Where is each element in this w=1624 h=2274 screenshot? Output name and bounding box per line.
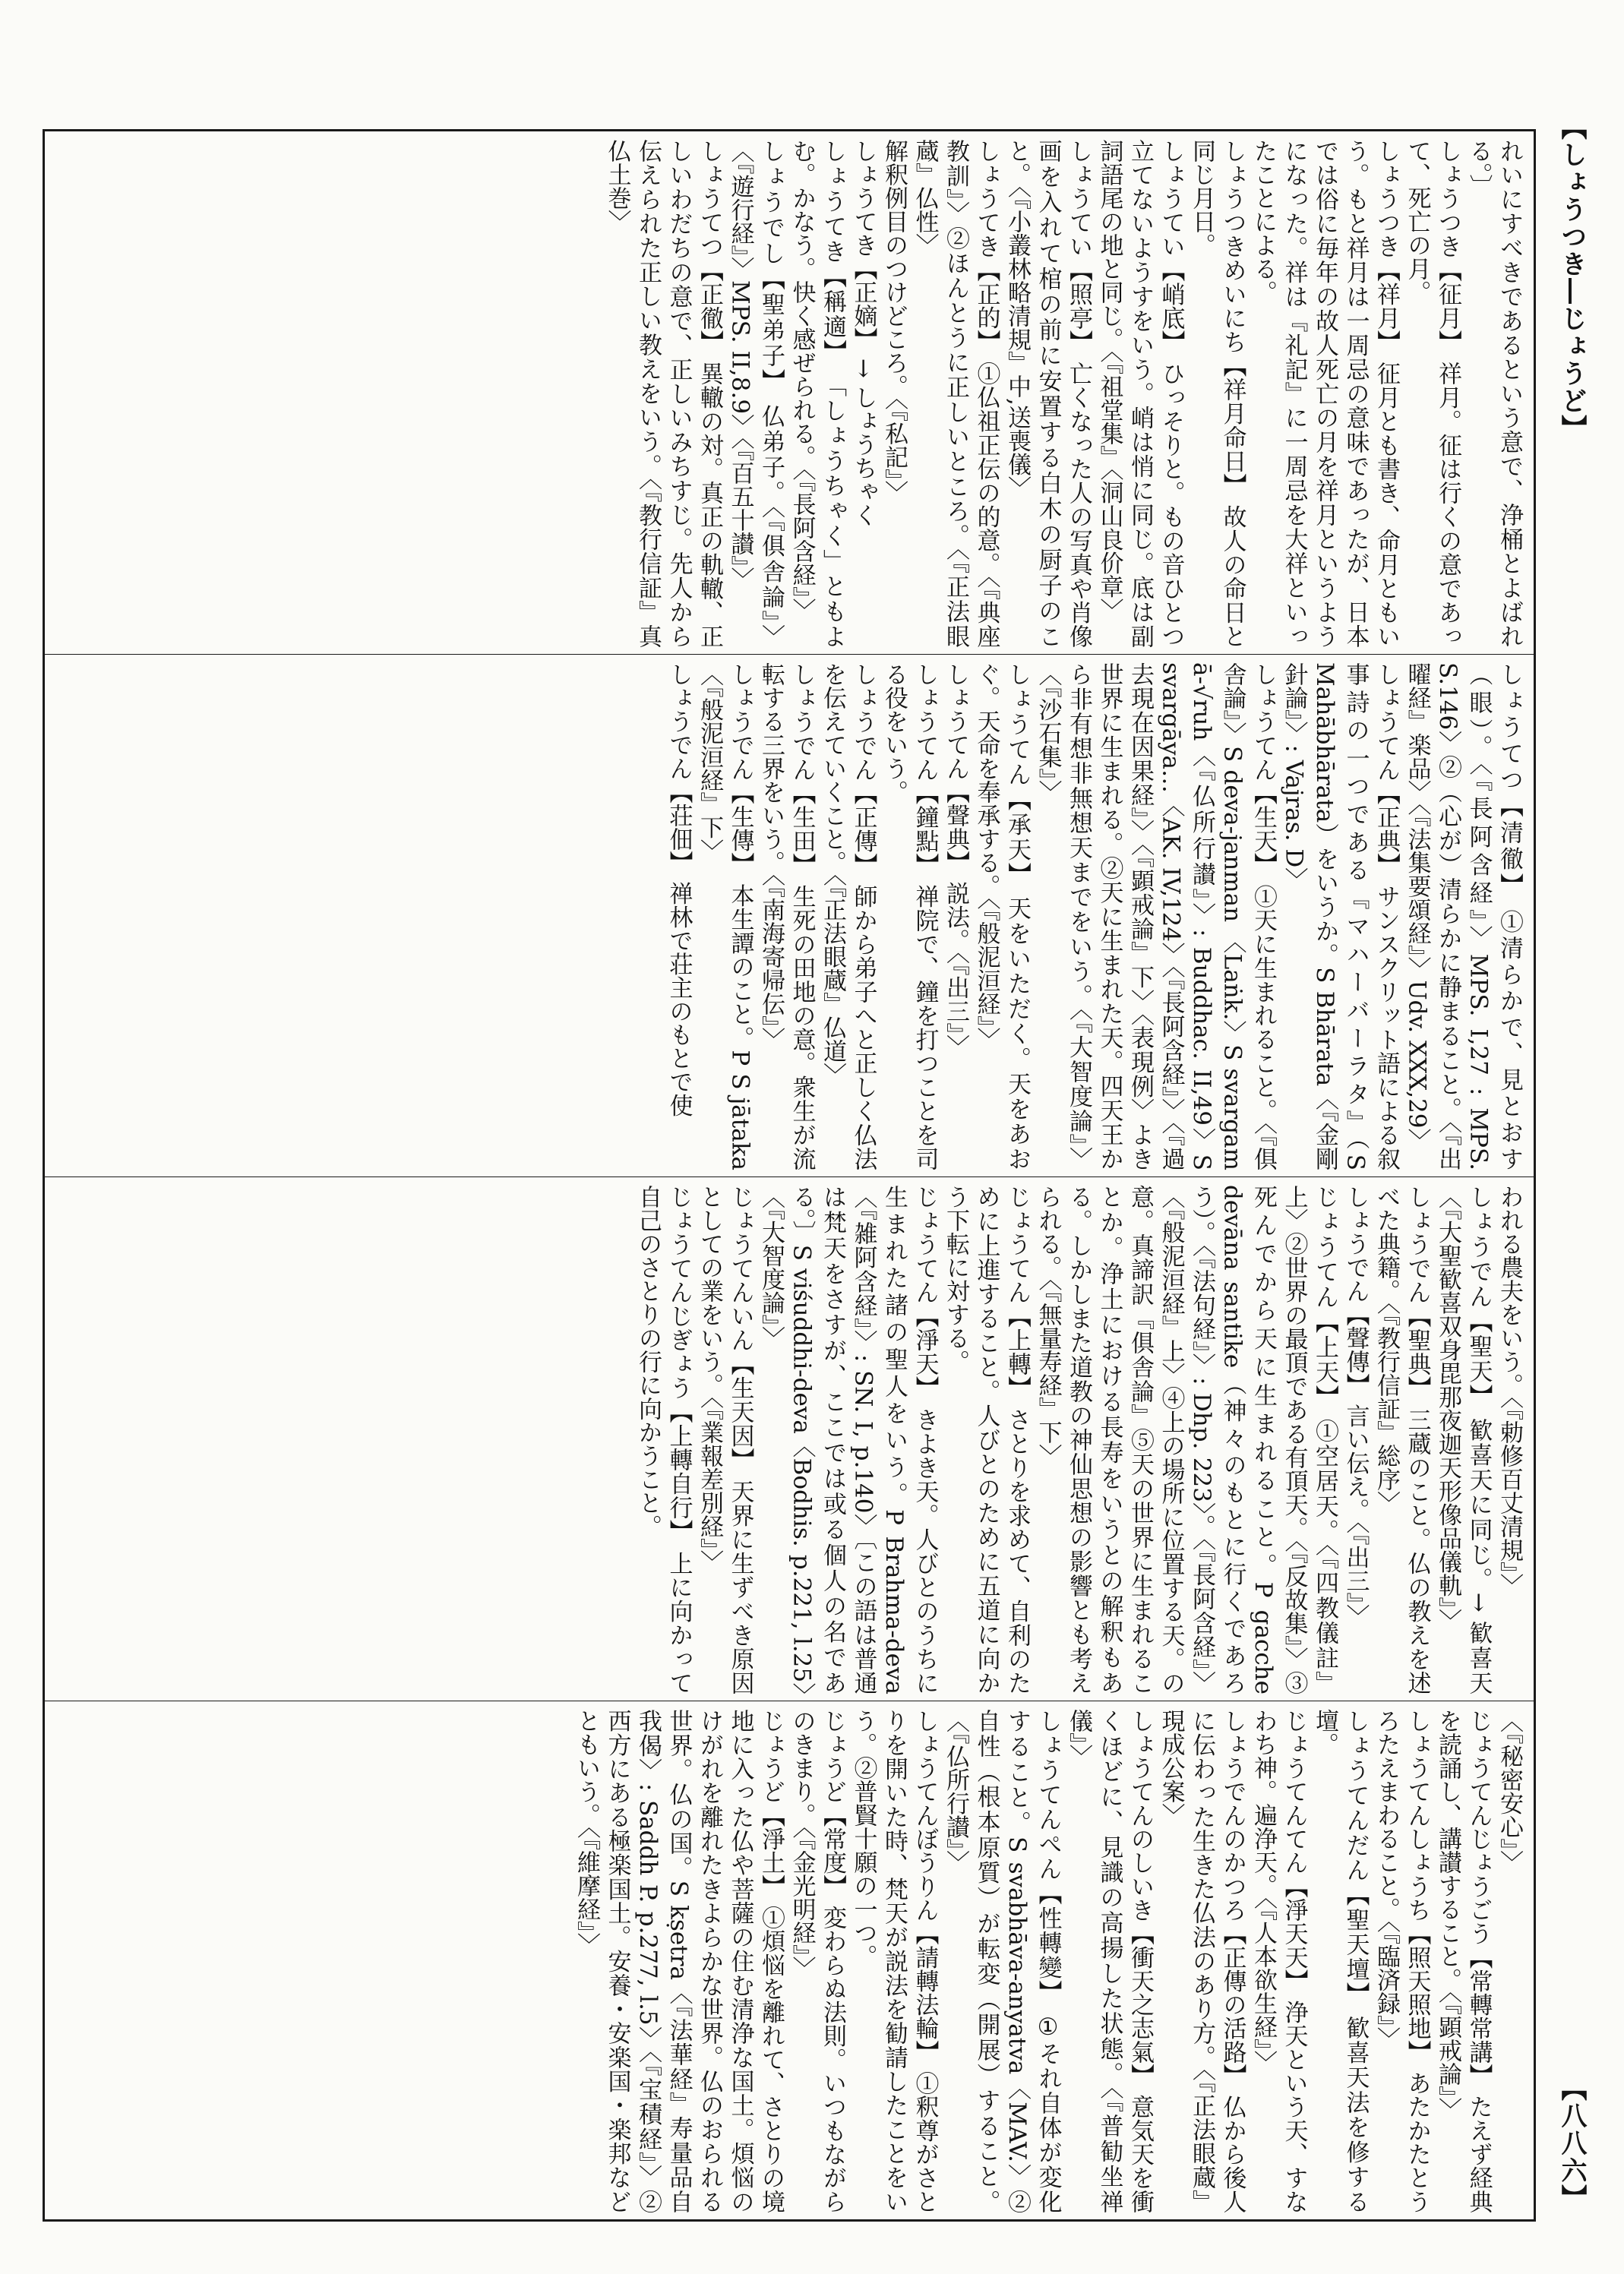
entry: しょうてん【正典】 サンスクリット語による叙事詩の一つである『マハーバーラタ』（S Mahābhārata）をいうか。S Bhārata〈『金剛針論』〉: Vajras. D〉 (1280, 662, 1400, 1170)
entry: しょうでし【聖弟子】 仏弟子。〈『俱舎論』〉〈『遊行経』〉MPS. II,8.9〉〈『百五十讃』〉 (726, 139, 785, 648)
entry: しょうてい【照亭】 亡くなった人の写真や肖像画を入れて棺の前に安置する白木の厨子のこと。〈『小叢林略清規』中,送喪儀〉 (1003, 139, 1092, 648)
entry: じょうてん【上轉】 さとりを求めて、自利のために上進すること。人びとのために五道に向かう下転に対する。 (942, 1185, 1031, 1694)
entry: しょうてき【正嫡】 → しょうちゃく (849, 139, 877, 527)
entry: しょうてつ【清徹】 ①清らかで、見とおす（眼）。〈『長阿含経』〉MPS. I,27 : MPS. S.146〉②（心が）清らかに静まること。〈『出曜経』楽品〉〈『法集要頌経』〉Udv. XXX,29〉 (1403, 662, 1523, 1170)
entry: じょうてん【淨天】 きよき天。人びとのうちに生まれた諸の聖人をいう。P Brahma-deva〈『雑阿含経』〉: SN. I, p.140〉〔この語は普通は梵天をさすが、ここでは或る個人の名である。〕S viśuddhi-deva〈Bodhis. p.221, l.25〉〈『大智度論』〉 (757, 1185, 939, 1694)
entry: じょうてん【上天】 ①空居天。〈『四教儀註』上〉②世界の最頂である有頂天。〈『反故集』〉③死んでから天に生まれること。P gacche devāna santike（神々のもとに行くであろう）。〈『法句経』〉: Dhp. 223〉。〈『長阿含経』〉〈『般泥洹経』上〉④上の場所に位置する天。の意。真諦訳『俱舎論』⑤天の世界に生まれることか。浄土における長寿をいうとの解釈もある。しかしまた道教の神仙思想の影響とも考えられる。〈『無量寿経』下〉 (1034, 1185, 1338, 1694)
entry: しょうでん【荘佃】 禅林で荘主のもとで使 (665, 662, 693, 1117)
dictionary-page-frame (43, 129, 1536, 2222)
tier-4 (45, 1701, 1534, 2219)
entry: しょうてつ【正徹】 異轍の対。真正の軌轍、正しいわだちの意で、正しいみちすじ。先人から伝えられた正しい教えをいう。〈『教行信証』真仏土巻〉 (603, 139, 723, 648)
entry: しょうてい【峭底】 ひっそりと。もの音ひとつ立てないようすをいう。峭は悄に同じ。底は副詞語尾の地と同じ。〈『祖堂集』〈洞山良价章〉 (1095, 139, 1185, 648)
running-header-title: 【しょうつき―じょうど】 (1556, 114, 1587, 442)
entry: しょうてんしょうち【照天照地】 あたかたとうろたえまわること。〈『臨済録』〉 (1373, 1709, 1431, 2213)
entry: れいにすべきであるという意で、浄桶とよばれる。〕 (1464, 139, 1523, 648)
tier-3-text (54, 1185, 1524, 1694)
entry: しょうでん【生傳】 本生譚のこと。P S jātaka〈『般泥洹経』下〉 (696, 662, 754, 1170)
entry: しょうつき【征月】 祥月。征は行くの意であって、死亡の月。 (1403, 139, 1461, 648)
tier-1-text (54, 139, 1524, 648)
entry: しょうてんぼうりん【請轉法輪】 ①釈尊がさとりを開いた時、梵天が説法を勧請したことをいう。②普賢十願の一つ。 (849, 1709, 939, 2213)
entry: しょうてき【稱適】 「しょうちゃく」ともよむ。かなう。快く感ぜられる。〈『長阿含経』〉 (788, 139, 846, 648)
entry: われる農夫をいう。〈『勅修百丈清規』〉 (1496, 1185, 1523, 1597)
tier-1 (45, 131, 1534, 654)
entry: しょうつき【祥月】 征月とも書き、命月ともいう。もと祥月は一周忌の意味であったが、日本では俗に毎年の故人死亡の月を祥月というようになった。祥は『礼記』に一周忌を大祥といったことによる。 (1250, 139, 1400, 648)
tier-2 (45, 654, 1534, 1176)
entry: しょうてん【生天】 ①天に生まれること。〈『俱舎論』〉S deva-janman 〈Laṅk.〉S svargam ā-√ruh〈『仏所行讃』〉: Buddhac. II,49〉S svargāya…〈AK. IV,124〉〈『長阿含経』〉〈『過去現在因果経』〉〈『顕戒論』下〉〈表現例〉よき世界に生まれる。②天に生まれた天。四天王から非有想非無想天までをいう。〈『大智度論』〉〈『沙石集』〉 (1034, 662, 1277, 1170)
tier-3 (45, 1176, 1534, 1701)
entry: しょうつきめいにち【祥月命日】 故人の命日と同じ月日。 (1188, 139, 1246, 648)
entry: しょうでん【聖天】 歓喜天に同じ。→ 歓喜天〈『大聖歓喜双身毘那夜迦天形像品儀軌』〉 (1434, 1185, 1493, 1694)
entry: 〈『秘密安心』〉 (1496, 1709, 1523, 1874)
entry: じょうてんじぎょう【上轉自行】 上に向かって自己のさとりの行に向かうこと。 (634, 1185, 693, 1694)
entry: 解釈例目のつけどころ。〈『私記』〉 (880, 139, 908, 504)
entry: しょうてん【承天】 天をいただく。天をあおぐ。天命を奉承する。〈『般泥洹経』〉 (972, 662, 1031, 1170)
entry: しょうでん【聖典】 三蔵のこと。仏の教えを述べた典籍。〈『教行信証』総序〉 (1373, 1185, 1431, 1694)
entry: しょうでん【正傳】 師から弟子へと正しく仏法を伝えていくこと。〈『正法眼蔵』仏道〉 (819, 662, 877, 1170)
entry: じょうど【淨土】 ①煩悩を離れて、さとりの境地に入った仏や菩薩の住む清浄な国土。煩悩のけがれを離れたきよらかな世界。仏のおられる世界。仏の国。S kṣetra〈『法華経』寿量品自我偈〉: Saddh P. p.277, l.5〉〈『宝積経』〉②西方にある極楽国土。安養・安楽国・楽邦などともいう。〈『維摩経』〉 (573, 1709, 785, 2213)
entry: しょうてんのしいき【衝天之志氣】 意気天を衝くほどに、見識の高揚した状態。〈『普勧坐禅儀』〉 (1065, 1709, 1154, 2213)
entry: しょうてん【鐘點】 禅院で、鐘を打つことを司る役をいう。 (880, 662, 939, 1170)
entry: しょうでん【聲傳】 言い伝え。〈『出三』〉 (1341, 1185, 1370, 1628)
entry: しょうでんのかつろ【正傳の活路】 仏から後人に伝わった生きた仏法のあり方。〈『正法眼蔵』現成公案〉 (1157, 1709, 1246, 2213)
tier-2-text (54, 662, 1524, 1170)
entry: しょうでん【生田】 生死の田地の意。衆生が流転する三界をいう。〈『南海寄帰伝』〉 (757, 662, 816, 1170)
entry: しょうてんだん【聖天壇】 歓喜天法を修する壇。 (1311, 1709, 1370, 2213)
entry: しょうてき【正的】 ①仏祖正伝の的意。〈『典座教訓』〉②ほんとうに正しいところ。〈『正法眼蔵』仏性〉 (911, 139, 1000, 648)
entry: じょうど【常度】 変わらぬ法則。いつもながらのきまり。〈『金光明経』〉 (788, 1709, 846, 2213)
entry: しょうてんぺん【性轉變】 ①それ自体が変化すること。S svabhāva-anyatva〈MAV.〉②自性（根本原質）が転変（開展）すること。〈『仏所行讃』〉 (942, 1709, 1062, 2213)
entry: じょうてんてん【淨天天】 浄天という天、すなわち神。遍浄天。〈『人本欲生経』〉 (1250, 1709, 1308, 2213)
page-number: 【八八六】 (1556, 2075, 1587, 2212)
tier-4-text (54, 1709, 1524, 2213)
entry: じょうてんじょうごう【常轉常講】 たえず経典を読誦し、講讃すること。〈『顕戒論』〉 (1434, 1709, 1493, 2213)
entry: しょうてん【聲典】 説法。〈『出三』〉 (942, 662, 969, 1059)
entry: じょうてんいん【生天因】 天界に生ずべき原因としての業をいう。〈『業報差別経』〉 (696, 1185, 754, 1694)
